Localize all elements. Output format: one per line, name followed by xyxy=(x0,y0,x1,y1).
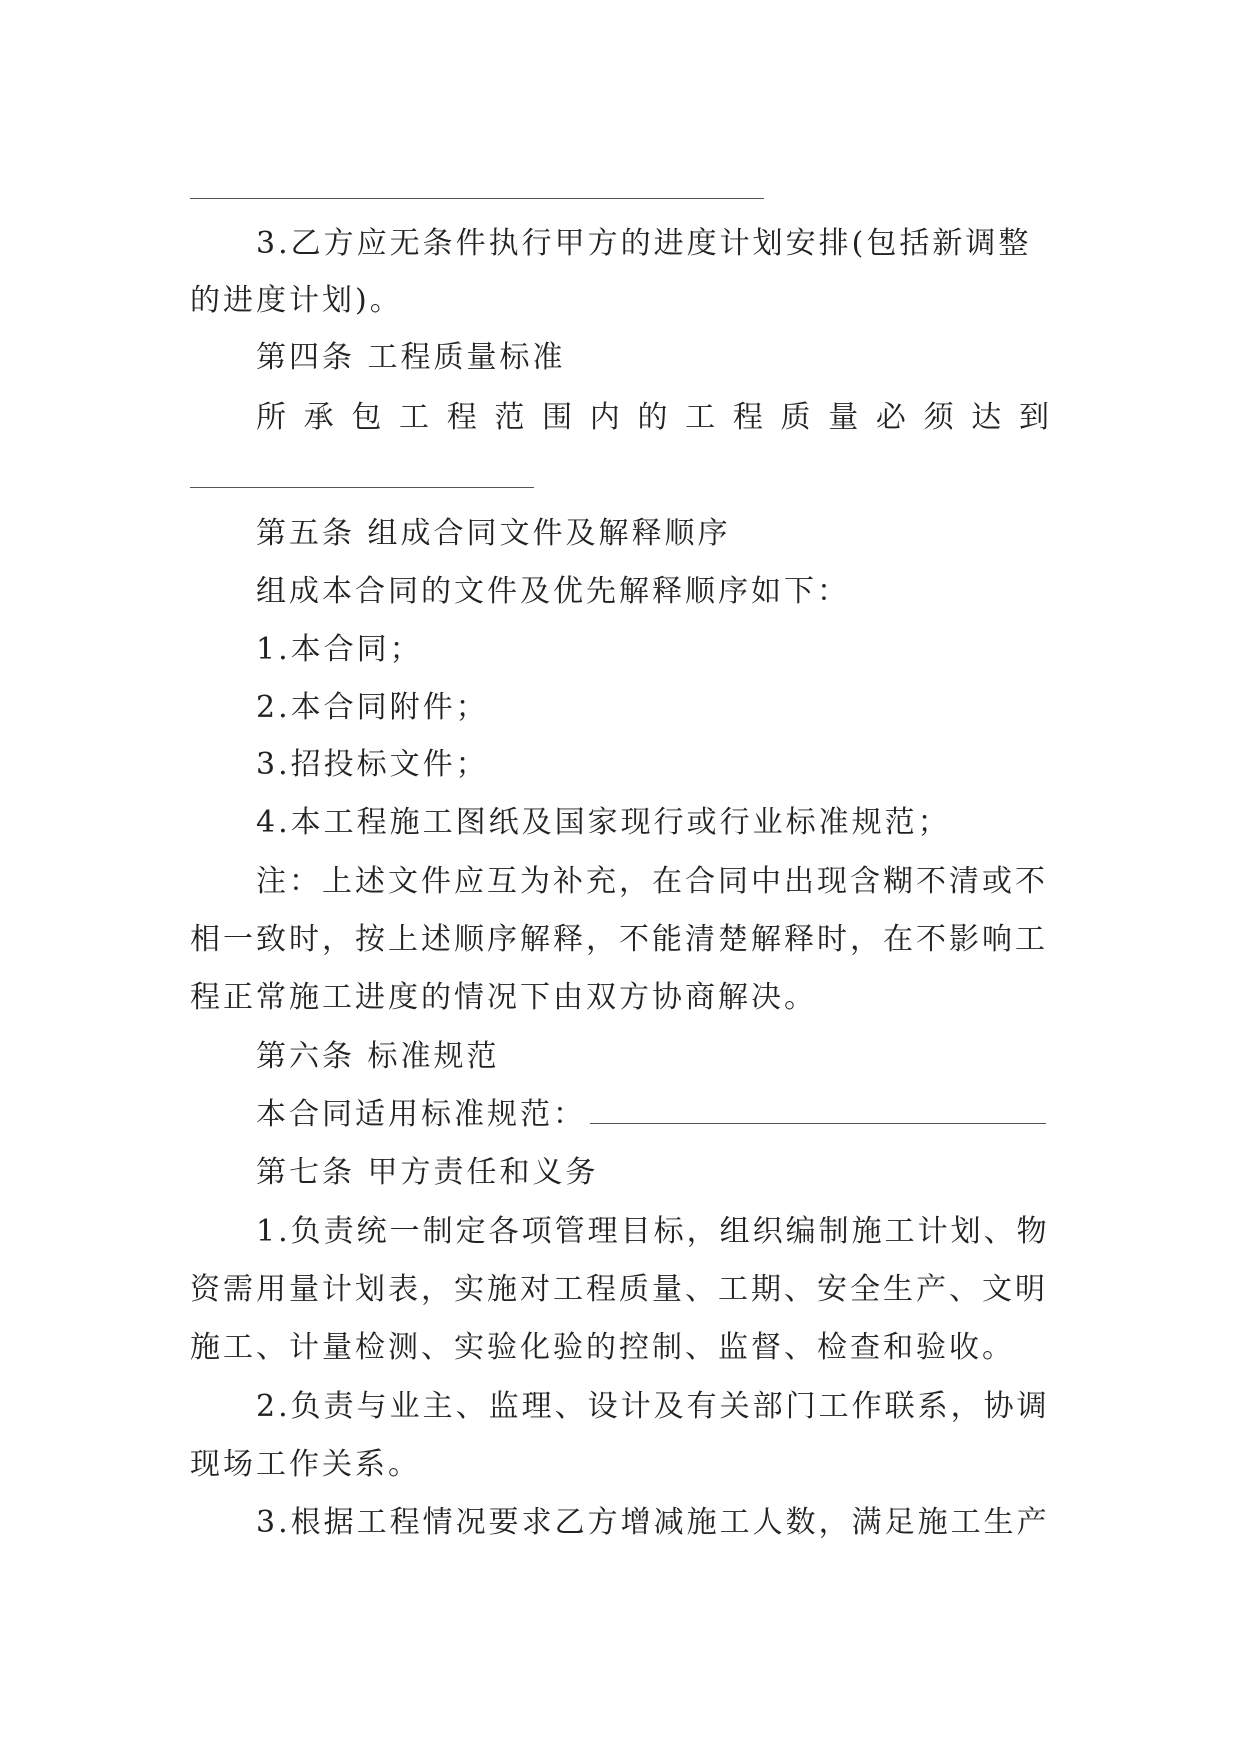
article-5-note-line-1: 注：上述文件应互为补充，在合同中出现含糊不清或不 xyxy=(256,864,1048,899)
article-5-note-line-2: 相一致时，按上述顺序解释，不能清楚解释时，在不影响工 xyxy=(190,922,1048,957)
article-4-heading: 第四条 工程质量标准 xyxy=(256,340,566,375)
article-6-body-label: 本合同适用标准规范： xyxy=(256,1097,586,1132)
fill-in-blank-line xyxy=(590,1097,1046,1124)
article-7-heading: 第七条 甲方责任和义务 xyxy=(256,1155,599,1190)
article-6-heading: 第六条 标准规范 xyxy=(256,1039,500,1074)
article-7-item-1-line-2: 资需用量计划表，实施对工程质量、工期、安全生产、文明 xyxy=(190,1272,1048,1307)
article-5-item-2: 2.本合同附件； xyxy=(256,690,489,725)
article-7-item-2-line-1: 2.负责与业主、监理、设计及有关部门工作联系，协调 xyxy=(256,1389,1050,1424)
article-6-body xyxy=(190,1095,1118,1135)
clause-3-3-line-1: 3.乙方应无条件执行甲方的进度计划安排(包括新调整 xyxy=(256,226,1032,261)
article-5-heading: 第五条 组成合同文件及解释顺序 xyxy=(256,516,731,551)
article-4-body-line: 所 承 包 工 程 范 围 内 的 工 程 质 量 必 须 达 到 xyxy=(256,400,1052,435)
article-5-note-line-3: 程正常施工进度的情况下由双方协商解决。 xyxy=(190,980,817,1015)
article-5-intro: 组成本合同的文件及优先解释顺序如下： xyxy=(256,574,850,609)
fill-in-blank-line xyxy=(190,487,534,488)
article-7-item-3-line-1: 3.根据工程情况要求乙方增减施工人数，满足施工生产 xyxy=(256,1505,1050,1540)
article-7-item-1-line-1: 1.负责统一制定各项管理目标，组织编制施工计划、物 xyxy=(256,1214,1050,1249)
article-5-item-4: 4.本工程施工图纸及国家现行或行业标准规范； xyxy=(256,805,951,840)
article-7-item-1-line-3: 施工、计量检测、实验化验的控制、监督、检查和验收。 xyxy=(190,1330,1015,1365)
fill-in-blank-line xyxy=(190,198,764,199)
clause-3-3-line-2: 的进度计划)。 xyxy=(190,283,403,318)
article-7-item-2-line-2: 现场工作关系。 xyxy=(190,1447,421,1482)
article-5-item-3: 3.招投标文件； xyxy=(256,747,489,782)
article-5-item-1: 1.本合同； xyxy=(256,632,423,667)
